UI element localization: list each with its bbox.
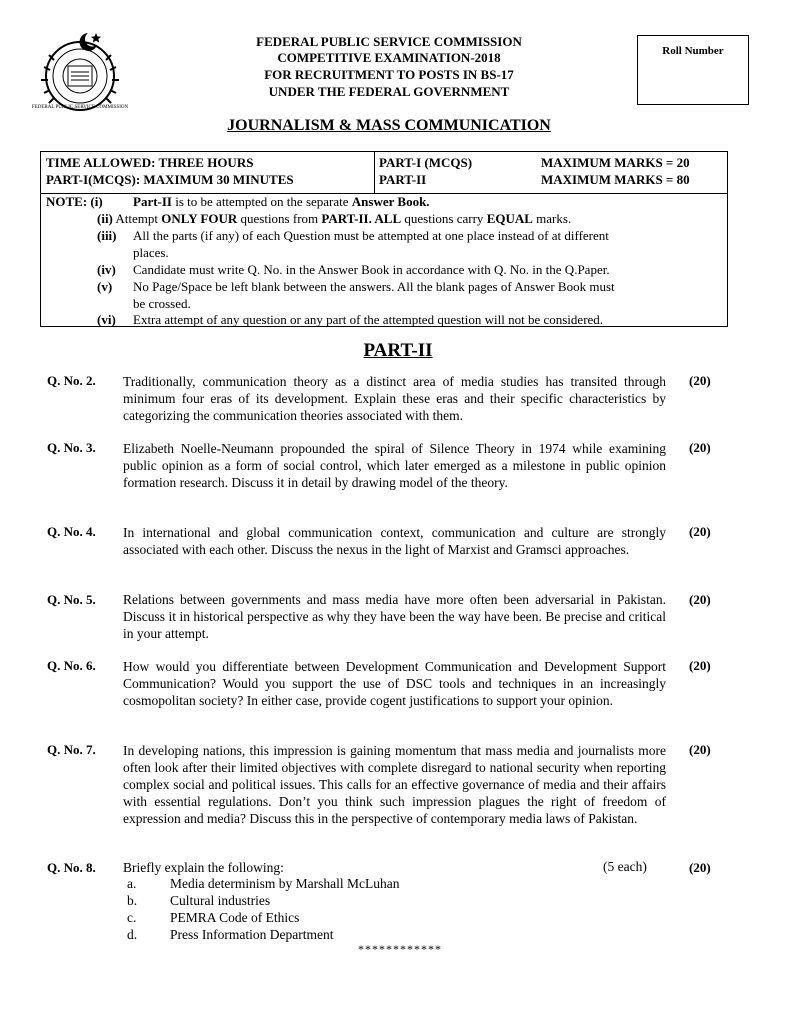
- note-num: (vi): [97, 312, 116, 327]
- question-marks: (20): [689, 658, 711, 673]
- question-marks: (20): [689, 524, 711, 539]
- question-marks: (20): [689, 373, 711, 388]
- roll-number-box[interactable]: [637, 35, 749, 105]
- roll-number-label: Roll Number: [662, 45, 724, 57]
- table-divider: [374, 152, 375, 193]
- question-number: Q. No. 4.: [47, 524, 96, 539]
- note-num: (iii): [97, 228, 117, 243]
- question-text: Elizabeth Noelle-Neumann propounded the spiral of Silence Theory in 1974 while examining public opinion as a form of social control, which later emerged as a milestone in public opinion formation research. Discuss it in detail by drawing model of the theory.: [123, 441, 666, 490]
- info-table: [40, 151, 728, 327]
- question-text: In developing nations, this impression is gaining momentum that mass media and journalists more often look after their limited objectives with complete disregard to national security when reporting complex social and political issues. This calls for an effective governance of media and their affairs with essential regulations. Don’t you think such impression plagues the right of freedom of expression and media? Discuss this in the perspective of contemporary media laws of Pakistan.: [123, 743, 666, 826]
- question-number: Q. No. 6.: [47, 658, 96, 673]
- note-num: (ii): [97, 211, 113, 226]
- note-text: No Page/Space be left blank between the answers. All the blank pages of Answer Book must: [133, 279, 615, 294]
- note-text: Extra attempt of any question or any part of the attempted question will not be considered.: [133, 312, 604, 327]
- header-line-2: COMPETITIVE EXAMINATION-2018: [277, 50, 501, 65]
- svg-text:FEDERAL PUBLIC SERVICE COMMISS: FEDERAL PUBLIC SERVICE COMMISSION: [31, 105, 129, 110]
- header-line-1: FEDERAL PUBLIC SERVICE COMMISSION: [256, 34, 522, 49]
- part2-label: PART-II: [379, 172, 427, 187]
- note-num: (v): [97, 279, 113, 294]
- question-text: How would you differentiate between Development Communication and Development Support Communication? Would you support the use of DSC tools and techniques in an increasingly cosmopolitan society? In either case, provide cogent justifications to support your opinion.: [123, 659, 666, 708]
- question-text: Briefly explain the following:: [123, 860, 284, 875]
- note-text: places.: [133, 245, 169, 260]
- question-number: Q. No. 7.: [47, 742, 96, 757]
- question-text: Traditionally, communication theory as a distinct area of media studies has transited through minimum four eras of its development. Explain these eras and their specific characteristics by categorizing the communication theories associated with them.: [123, 374, 666, 423]
- note-num: (iv): [97, 262, 116, 277]
- header-line-4: UNDER THE FEDERAL GOVERNMENT: [268, 84, 510, 99]
- note-label: NOTE:: [46, 194, 88, 209]
- sub-item-letter: a.: [127, 876, 137, 891]
- time-allowed: TIME ALLOWED: THREE HOURS: [46, 155, 254, 170]
- info-row: [41, 152, 727, 194]
- note-item: (ii) Attempt ONLY FOUR questions from PART-II. ALL questions carry EQUAL marks.: [97, 211, 572, 226]
- question-text: Relations between governments and mass media have more often been adversarial in Pakistan. Discuss it in historical perspective as why they have been the way have been. Be precise and critical in your attempt.: [123, 592, 666, 641]
- end-marker: ************: [358, 942, 442, 956]
- question-marks: (20): [689, 742, 711, 757]
- note-item: [46, 193, 103, 210]
- sub-item-letter: b.: [127, 893, 138, 908]
- each-marks: (5 each): [603, 859, 647, 874]
- note-text: Part-II is to be attempted on the separate Answer Book.: [133, 194, 430, 209]
- sub-item-text: Press Information Department: [170, 927, 334, 942]
- note-text: Candidate must write Q. No. in the Answer Book in accordance with Q. No. in the Q.Paper.: [133, 262, 610, 277]
- question-text: In international and global communication context, communication and culture are strongly associated with each other. Discuss the nexus in the light of Marxist and Gramsci approaches.: [123, 525, 666, 557]
- question-number: Q. No. 8.: [47, 860, 96, 875]
- sub-item-letter: d.: [127, 927, 138, 942]
- part-title: PART-II: [363, 340, 433, 361]
- sub-item-text: PEMRA Code of Ethics: [170, 910, 300, 925]
- subject-title: JOURNALISM & MASS COMMUNICATION: [227, 117, 551, 134]
- note-text: be crossed.: [133, 296, 191, 311]
- question-number: Q. No. 3.: [47, 440, 96, 455]
- part1-marks: MAXIMUM MARKS = 20: [541, 155, 690, 170]
- question-marks: (20): [689, 592, 711, 607]
- question-marks: (20): [689, 440, 711, 455]
- question-number: Q. No. 2.: [47, 373, 96, 388]
- part2-marks: MAXIMUM MARKS = 80: [541, 172, 690, 187]
- question-number: Q. No. 5.: [47, 592, 96, 607]
- part1-time: PART-I(MCQS): MAXIMUM 30 MINUTES: [46, 172, 294, 187]
- part1-label: PART-I (MCQS): [379, 155, 473, 170]
- question-marks: (20): [689, 860, 711, 875]
- sub-item-text: Media determinism by Marshall McLuhan: [170, 876, 400, 891]
- note-num: (i): [90, 194, 103, 209]
- note-text: All the parts (if any) of each Question must be attempted at one place instead of at different: [133, 228, 609, 243]
- sub-item-text: Cultural industries: [170, 893, 271, 908]
- header-line-3: FOR RECRUITMENT TO POSTS IN BS-17: [264, 67, 514, 82]
- sub-item-letter: c.: [127, 910, 137, 925]
